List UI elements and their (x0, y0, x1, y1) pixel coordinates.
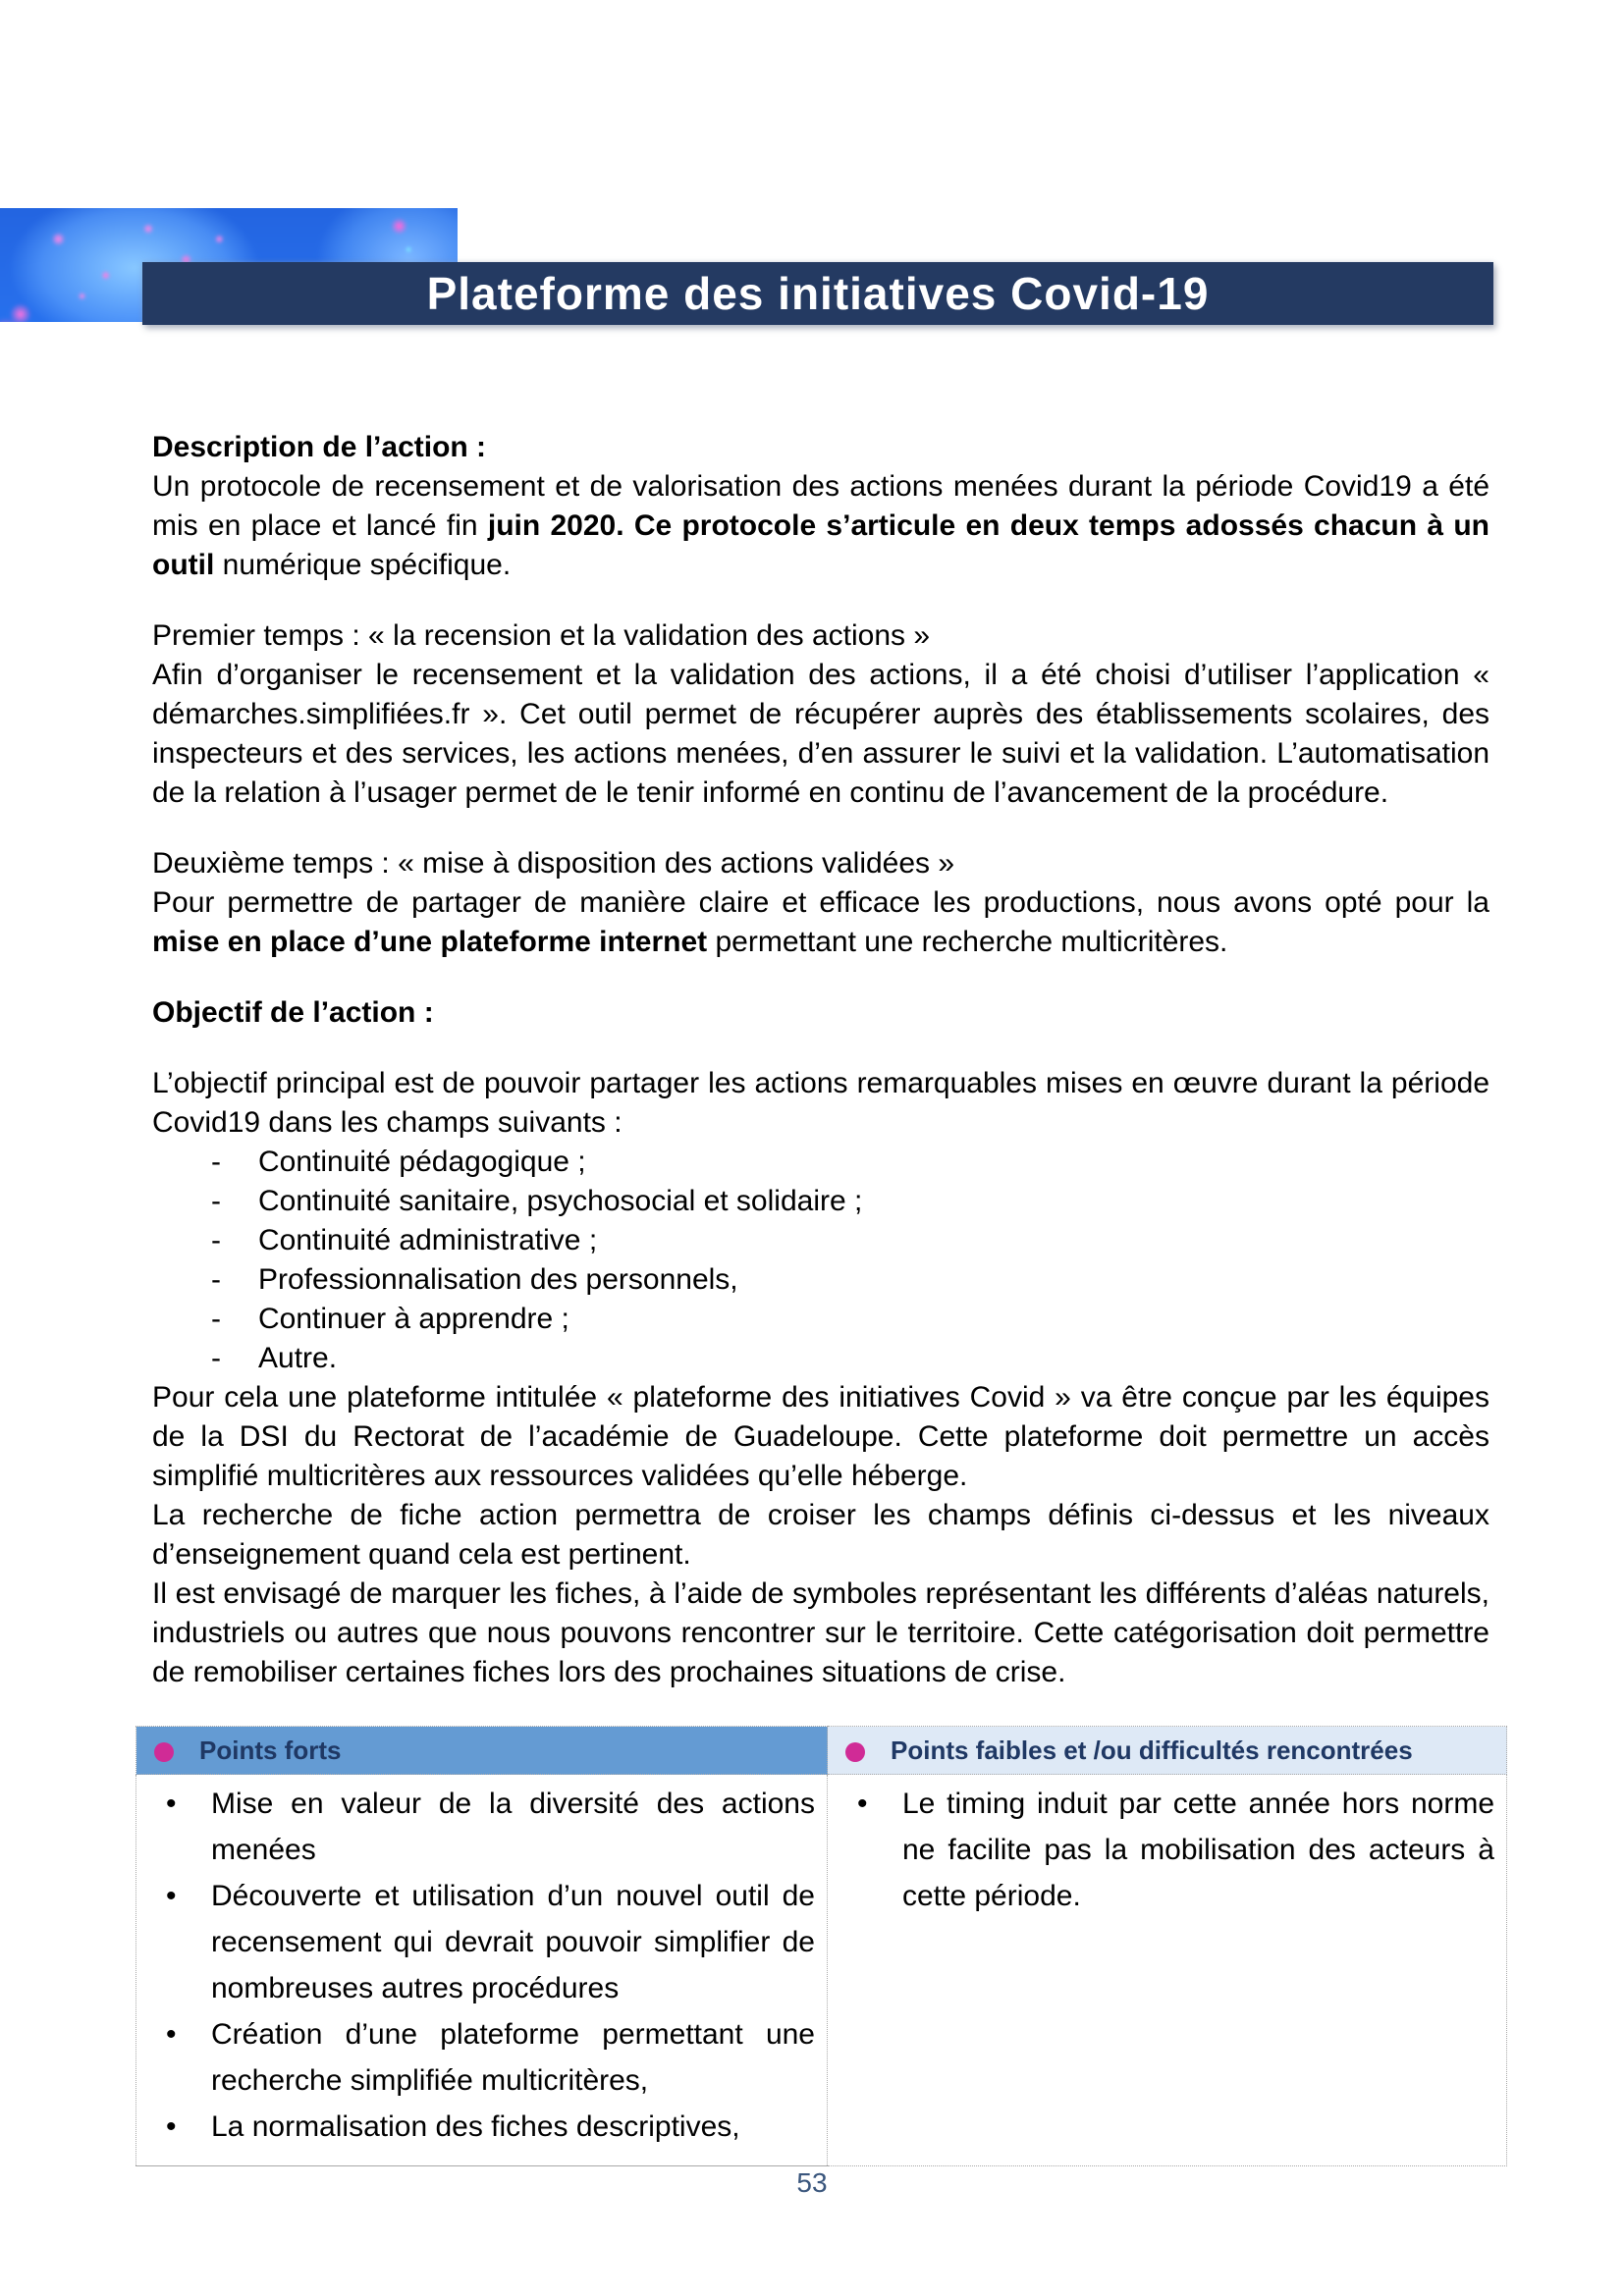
section-heading-description: Description de l’action : (152, 431, 487, 463)
table-row: • Le timing induit par cette année hors norme ne facilite pas la mobilisation des acteurs à cette période. (838, 1781, 1494, 1919)
list-item: - Continuité sanitaire, psychosocial et solidaire ; (258, 1182, 1489, 1221)
spacer (152, 813, 1489, 844)
points-faibles-list (838, 1781, 1494, 1919)
paragraph-premier-temps: Afin d’organiser le recensement et la validation des actions, il a été choisi d’utiliser l’application « démarches.simplifiées.fr ». Cet outil permet de récupérer auprès des établissements scolaires, des inspecteurs et des services, les actions menées, d’en assurer le suivi et la validation. L’automatisation de la relation à l’usager permet de le tenir informé en continu de l’avancement de la procédure. (152, 659, 1489, 809)
bullet-dot-icon (845, 1742, 865, 1762)
bullet-dot-icon (154, 1742, 174, 1762)
list-item: - Autre. (258, 1339, 1489, 1378)
objective-fields-list (152, 1143, 1489, 1378)
document-body (152, 428, 1494, 2166)
list-item: - Continuer à apprendre ; (258, 1300, 1489, 1339)
page-number: 53 (796, 2167, 828, 2198)
spacer (152, 962, 1489, 993)
list-item: - Continuité pédagogique ; (258, 1143, 1489, 1182)
paragraph-deuxieme-temps (152, 883, 1489, 962)
points-forts-list (146, 1781, 815, 2150)
points-table-header-row (136, 1727, 1507, 1775)
points-table-body-row (136, 1775, 1507, 2166)
section-heading-objectif: Objectif de l’action : (152, 996, 434, 1029)
table-row: • La normalisation des fiches descriptives, (146, 2104, 815, 2150)
paragraph-protocole-bold: juin 2020. Ce protocole s’articule en deux temps adossés chacun à un outil (152, 509, 1489, 581)
points-faibles-header-label: Points faibles et /ou difficultés rencontrées (891, 1735, 1413, 1765)
paragraph-objectif: L’objectif principal est de pouvoir partager les actions remarquables mises en œuvre durant la période Covid19 dans les champs suivants : (152, 1067, 1489, 1139)
spacer (152, 585, 1489, 616)
premier-temps-line: Premier temps : « la recension et la validation des actions » (152, 619, 931, 652)
paragraph-deuxieme-text-1: Pour permettre de partager de manière claire et efficace les productions, nous avons opté pour la (152, 886, 1489, 919)
spacer (152, 1033, 1489, 1064)
points-faibles-header (828, 1727, 1507, 1775)
table-row: • Mise en valeur de la diversité des actions menées (146, 1781, 815, 1873)
points-forts-header (136, 1727, 828, 1775)
paragraph-protocole-text-1: Un protocole de recensement et de valorisation des actions menées durant la période Covid19 a été mis en place et lancé fin (152, 470, 1489, 542)
points-forts-header-label: Points forts (199, 1735, 342, 1765)
paragraph-symboles: Il est envisagé de marquer les fiches, à l’aide de symboles représentant les différents d’aléas naturels, industriels ou autres que nous pouvons rencontrer sur le territoire. Cette catégorisation doit permettre de remobiliser certaines fiches lors des prochaines situations de crise. (152, 1577, 1489, 1688)
points-table (135, 1726, 1507, 2166)
list-item: - Professionnalisation des personnels, (258, 1260, 1489, 1300)
paragraph-protocole-text-2: numérique spécifique. (214, 549, 512, 581)
paragraph-protocole (152, 467, 1489, 585)
title-banner (142, 262, 1493, 325)
paragraph-deuxieme-text-2: permettant une recherche multicritères. (707, 926, 1228, 958)
paragraph-plateforme-initiatives: Pour cela une plateforme intitulée « plateforme des initiatives Covid » va être conçue par les équipes de la DSI du Rectorat de l’académie de Guadeloupe. Cette plateforme doit permettre un accès simplifié multicritères aux ressources validées qu’elle héberge. (152, 1381, 1489, 1492)
list-item: - Continuité administrative ; (258, 1221, 1489, 1260)
paragraph-deuxieme-bold: mise en place d’une plateforme internet (152, 926, 708, 958)
page-title: Plateforme des initiatives Covid-19 (426, 268, 1210, 319)
paragraph-recherche-fiche: La recherche de fiche action permettra de croiser les champs définis ci-dessus et les niveaux d’enseignement quand cela est pertinent. (152, 1499, 1489, 1571)
table-row: • Découverte et utilisation d’un nouvel outil de recensement qui devrait pouvoir simplifier de nombreuses autres procédures (146, 1873, 815, 2011)
deuxieme-temps-line: Deuxième temps : « mise à disposition des actions validées » (152, 847, 955, 880)
points-forts-cell (136, 1775, 828, 2166)
points-faibles-cell (828, 1775, 1507, 2166)
table-row: • Création d’une plateforme permettant une recherche simplifiée multicritères, (146, 2011, 815, 2104)
